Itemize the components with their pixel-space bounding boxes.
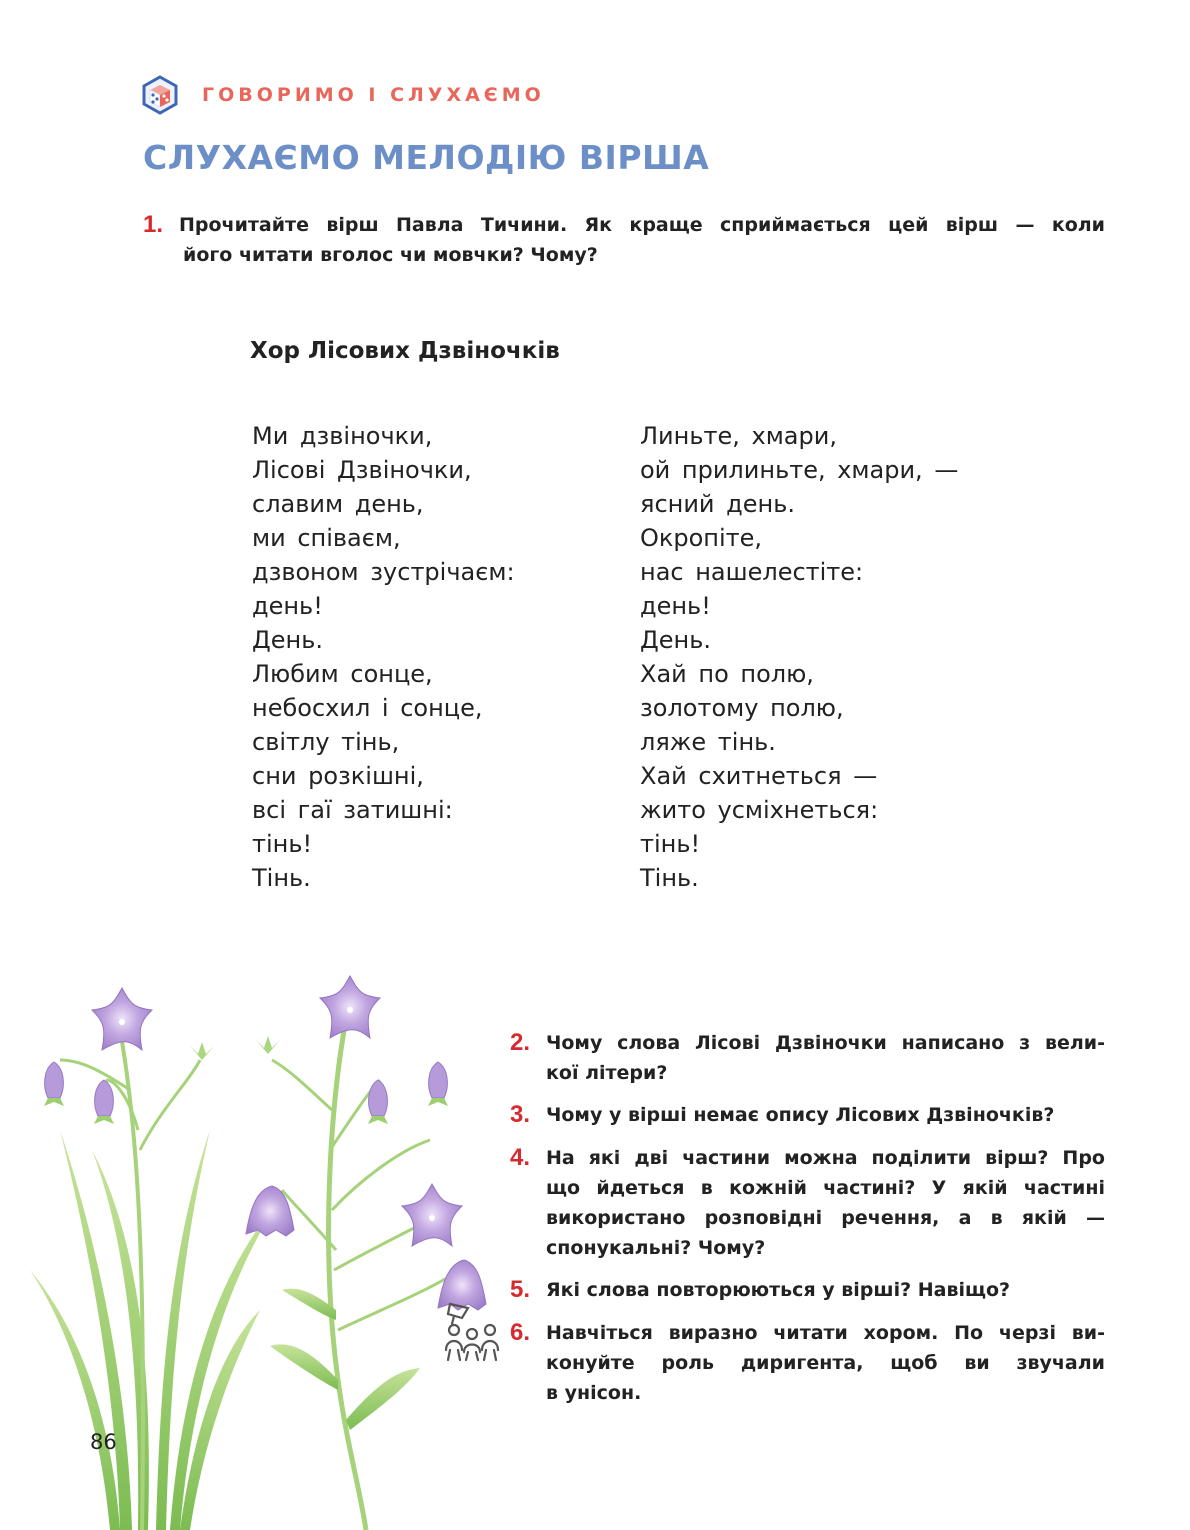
task-text (510, 1275, 1105, 1305)
task-line: На які дві частини можна поділити вірш? Про (546, 1147, 1105, 1169)
poem-line: день! (252, 592, 323, 620)
poem-line: Тінь. (640, 864, 699, 892)
page-title: СЛУХАЄМО МЕЛОДІЮ ВІРША (143, 138, 710, 177)
task-line: спонукальні? Чому? (546, 1237, 766, 1259)
poem-line: нас нашелестіте: (640, 558, 864, 586)
poem-line: Лісові Дзвіночки, (252, 456, 472, 484)
task-number: 3. (510, 1101, 531, 1128)
task-2 (510, 1028, 1105, 1088)
poem-line: Хай схитнеться — (640, 762, 878, 790)
task-6 (510, 1318, 1105, 1408)
poem-line: небосхил і сонце, (252, 694, 483, 722)
page-number: 86 (90, 1430, 117, 1454)
poem-line: славим день, (252, 490, 424, 518)
poem-line: тінь! (640, 830, 701, 858)
task-line: Які слова повторюються у вірші? Навіщо? (546, 1279, 1011, 1301)
poem-line: всі гаї затишні: (252, 796, 453, 824)
task-number: 4. (510, 1144, 531, 1171)
task-text (510, 1143, 1105, 1263)
poem-line: золотому полю, (640, 694, 844, 722)
task-line: Чому слова Лісові Дзвіночки написано з вели- (546, 1032, 1105, 1054)
poem-line: ясний день. (640, 490, 795, 518)
section-label: ГОВОРИМО І СЛУХАЄМО (202, 84, 545, 106)
poem-line: ми співаєм, (252, 524, 401, 552)
poem-line: Окропіте, (640, 524, 763, 552)
poem-line: Ми дзвіночки, (252, 422, 433, 450)
poem-line: Тінь. (252, 864, 311, 892)
task-number: 6. (510, 1319, 531, 1346)
task-5 (510, 1275, 1105, 1305)
task-line: що йдеться в кожній частині? У якій частині (546, 1177, 1105, 1199)
section-header (140, 75, 545, 115)
task-number: 1. (143, 211, 164, 238)
task-text (143, 210, 1105, 270)
poem-title: Хор Лісових Дзвіночків (250, 338, 560, 364)
task-line: його читати вголос чи мовчки? Чому? (183, 244, 598, 266)
task-line: Прочитайте вірш Павла Тичини. Як краще сприймається цей вірш — коли (179, 214, 1105, 236)
task-line: Чому у вірші немає опису Лісових Дзвіночків? (546, 1104, 1055, 1126)
poem-line: День. (640, 626, 711, 654)
poem-line: день! (640, 592, 711, 620)
poem-stanza-right (640, 419, 958, 895)
task-4 (510, 1143, 1105, 1263)
poem-stanza-left (252, 419, 515, 895)
task-line: Навчіться виразно читати хором. По черзі ви- (546, 1322, 1105, 1344)
task-text (510, 1028, 1105, 1088)
task-3 (510, 1100, 1105, 1130)
task-1 (143, 210, 1105, 270)
task-line: в унісон. (546, 1382, 642, 1404)
poem-line: Хай по полю, (640, 660, 814, 688)
poem-line: Линьте, хмари, (640, 422, 837, 450)
poem-line: сни розкішні, (252, 762, 424, 790)
poem-line: дзвоном зустрічаєм: (252, 558, 515, 586)
poem-line: тінь! (252, 830, 313, 858)
poem-line: ляже тінь. (640, 728, 776, 756)
poem-line: жито усміхнеться: (640, 796, 879, 824)
task-line: конуйте роль диригента, щоб ви звучали (546, 1352, 1105, 1374)
poem-line: світлу тінь, (252, 728, 400, 756)
poem-line: День. (252, 626, 323, 654)
task-number: 5. (510, 1276, 531, 1303)
task-line: кої літери? (546, 1062, 668, 1084)
dice-cube-icon (140, 75, 180, 115)
task-number: 2. (510, 1029, 531, 1056)
task-line: використано розповідні речення, а в якій — (546, 1207, 1105, 1229)
choir-group-icon (440, 1300, 504, 1362)
task-text (510, 1318, 1105, 1408)
poem-line: Любим сонце, (252, 660, 433, 688)
poem-line: ой прилиньте, хмари, — (640, 456, 959, 484)
task-text (510, 1100, 1105, 1130)
